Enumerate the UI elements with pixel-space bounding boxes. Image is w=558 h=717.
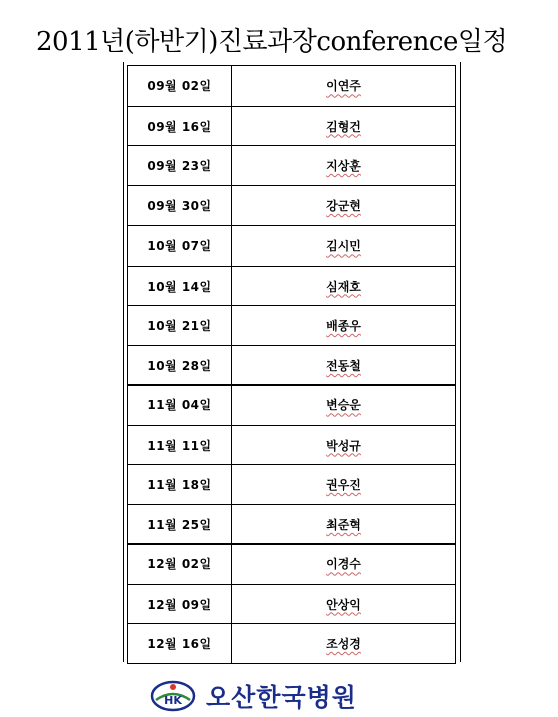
presenter-cell: 안상익: [326, 597, 361, 612]
table-row: [128, 464, 455, 504]
date-cell: 12월 16일: [128, 624, 232, 663]
date-cell: 10월 21일: [128, 306, 232, 345]
table-row: [128, 305, 455, 345]
table-row: [128, 544, 455, 584]
presenter-cell: 지상훈: [326, 159, 361, 174]
presenter-cell: 전동철: [326, 358, 361, 373]
date-cell: 10월 14일: [128, 267, 232, 306]
schedule-table: [123, 62, 461, 662]
table-row: [128, 66, 455, 106]
date-cell: 09월 16일: [128, 107, 232, 146]
schedule-group-december: [127, 543, 456, 664]
table-row: [128, 145, 455, 185]
table-row: [128, 584, 455, 624]
date-cell: 10월 07일: [128, 226, 232, 266]
schedule-group-september: [127, 65, 456, 226]
date-cell: 11월 18일: [128, 465, 232, 504]
date-cell: 12월 02일: [128, 544, 232, 584]
table-row: [128, 504, 455, 544]
date-cell: 10월 28일: [128, 346, 232, 385]
presenter-cell: 이연주: [326, 79, 361, 94]
hospital-logo: [150, 680, 357, 712]
date-cell: 09월 02일: [128, 66, 232, 106]
presenter-cell: 최준혁: [326, 517, 361, 532]
table-row: [128, 185, 455, 225]
table-row: [128, 106, 455, 146]
date-cell: 09월 30일: [128, 186, 232, 225]
presenter-cell: 박성규: [326, 438, 361, 453]
presenter-cell: 권우진: [326, 478, 361, 493]
date-cell: 12월 09일: [128, 585, 232, 624]
table-row: [128, 266, 455, 306]
schedule-group-october: [127, 225, 456, 386]
presenter-cell: 김시민: [326, 239, 361, 254]
date-cell: 11월 25일: [128, 505, 232, 544]
date-cell: 11월 04일: [128, 385, 232, 425]
logo-mark-text: HK: [164, 694, 182, 707]
table-row: [128, 226, 455, 266]
presenter-cell: 심재호: [326, 279, 361, 294]
presenter-cell: 변승운: [326, 398, 361, 413]
presenter-cell: 이경수: [326, 557, 361, 572]
table-row: [128, 385, 455, 425]
page-title: 2011년(하반기)진료과장conference일정: [36, 27, 508, 57]
table-row: [128, 425, 455, 465]
table-row: [128, 345, 455, 385]
table-row: [128, 623, 455, 663]
schedule-group-november: [127, 384, 456, 545]
hospital-emblem-icon: [150, 680, 196, 712]
date-cell: 09월 23일: [128, 146, 232, 185]
presenter-cell: 김형건: [326, 119, 361, 134]
presenter-cell: 배종우: [326, 319, 361, 334]
date-cell: 11월 11일: [128, 426, 232, 465]
hospital-name: 오산한국병원: [206, 683, 357, 712]
presenter-cell: 조성경: [326, 637, 361, 652]
presenter-cell: 강군현: [326, 198, 361, 213]
